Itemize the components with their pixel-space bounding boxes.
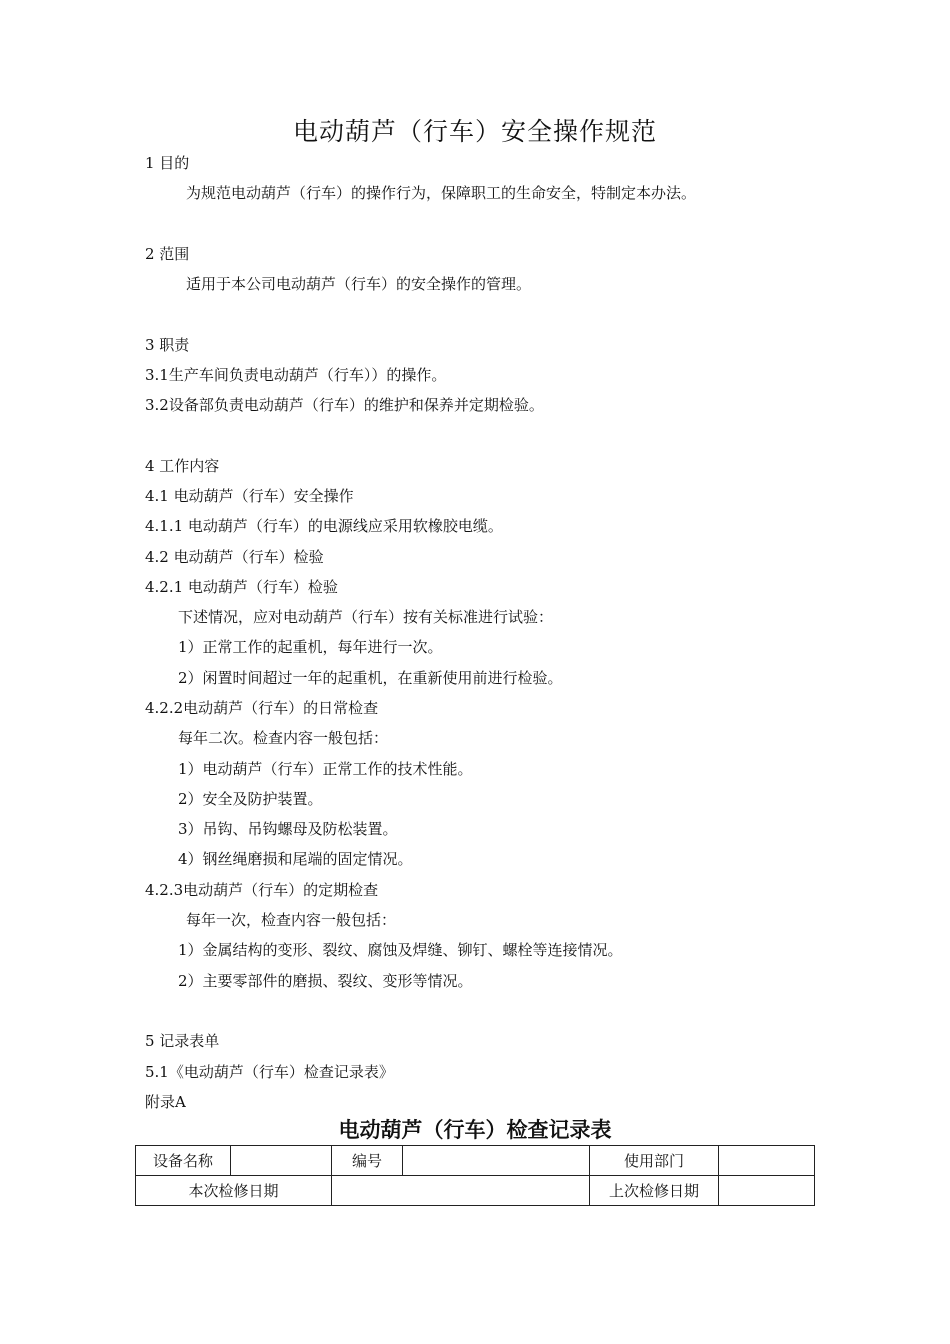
last-repair-date-value bbox=[719, 1176, 815, 1206]
document-line: 为规范电动葫芦（行车）的操作行为，保障职工的生命安全，特制定本办法。 bbox=[186, 184, 697, 202]
document-line: 3）吊钩、吊钩螺母及防松装置。 bbox=[178, 820, 398, 838]
department-value bbox=[719, 1146, 815, 1176]
table-row bbox=[136, 1176, 815, 1206]
document-line: 4.2 电动葫芦（行车）检验 bbox=[145, 548, 324, 566]
document-line: 3 职责 bbox=[145, 336, 190, 354]
number-value bbox=[403, 1146, 590, 1176]
document-line: 4.1.1 电动葫芦（行车）的电源线应采用软橡胶电缆。 bbox=[145, 517, 503, 535]
document-line: 3.1生产车间负责电动葫芦（行车））的操作。 bbox=[145, 366, 447, 384]
this-repair-date-label: 本次检修日期 bbox=[136, 1176, 332, 1206]
document-line: 2 范围 bbox=[145, 245, 190, 263]
this-repair-date-value bbox=[332, 1176, 590, 1206]
table-row bbox=[136, 1146, 815, 1176]
document-line: 2）闲置时间超过一年的起重机，在重新使用前进行检验。 bbox=[178, 669, 563, 687]
department-label: 使用部门 bbox=[590, 1146, 719, 1176]
document-line: 1）电动葫芦（行车）正常工作的技术性能。 bbox=[178, 760, 473, 778]
document-line: 下述情况，应对电动葫芦（行车）按有关标准进行试验： bbox=[178, 608, 554, 626]
document-line: 5.1《电动葫芦（行车）检查记录表》 bbox=[145, 1063, 394, 1081]
document-line: 3.2设备部负责电动葫芦（行车）的维护和保养并定期检验。 bbox=[145, 396, 544, 414]
document-line: 附录A bbox=[145, 1093, 186, 1111]
number-label: 编号 bbox=[332, 1146, 403, 1176]
document-line: 1 目的 bbox=[145, 154, 190, 172]
document-line: 每年一次，检查内容一般包括： bbox=[186, 911, 397, 929]
document-line: 1）金属结构的变形、裂纹、腐蚀及焊缝、铆钉、螺栓等连接情况。 bbox=[178, 941, 623, 959]
document-line: 2）安全及防护装置。 bbox=[178, 790, 323, 808]
document-line: 1）正常工作的起重机，每年进行一次。 bbox=[178, 638, 443, 656]
record-table-title: 电动葫芦（行车）检查记录表 bbox=[338, 1118, 612, 1142]
equipment-name-value bbox=[231, 1146, 332, 1176]
inspection-record-table bbox=[135, 1145, 815, 1206]
document-line: 4.2.2电动葫芦（行车）的日常检查 bbox=[145, 699, 379, 717]
document-line: 4.2.3电动葫芦（行车）的定期检查 bbox=[145, 881, 379, 899]
last-repair-date-label: 上次检修日期 bbox=[590, 1176, 719, 1206]
document-line: 适用于本公司电动葫芦（行车）的安全操作的管理。 bbox=[186, 275, 532, 293]
equipment-name-label: 设备名称 bbox=[136, 1146, 231, 1176]
document-title: 电动葫芦（行车）安全操作规范 bbox=[292, 117, 657, 146]
document-line: 2）主要零部件的磨损、裂纹、变形等情况。 bbox=[178, 972, 473, 990]
document-line: 每年二次。检查内容一般包括： bbox=[178, 729, 389, 747]
document-line: 4）钢丝绳磨损和尾端的固定情况。 bbox=[178, 850, 413, 868]
document-line: 4.2.1 电动葫芦（行车）检验 bbox=[145, 578, 338, 596]
document-line: 5 记录表单 bbox=[145, 1032, 220, 1050]
document-line: 4.1 电动葫芦（行车）安全操作 bbox=[145, 487, 354, 505]
document-line: 4 工作内容 bbox=[145, 457, 220, 475]
